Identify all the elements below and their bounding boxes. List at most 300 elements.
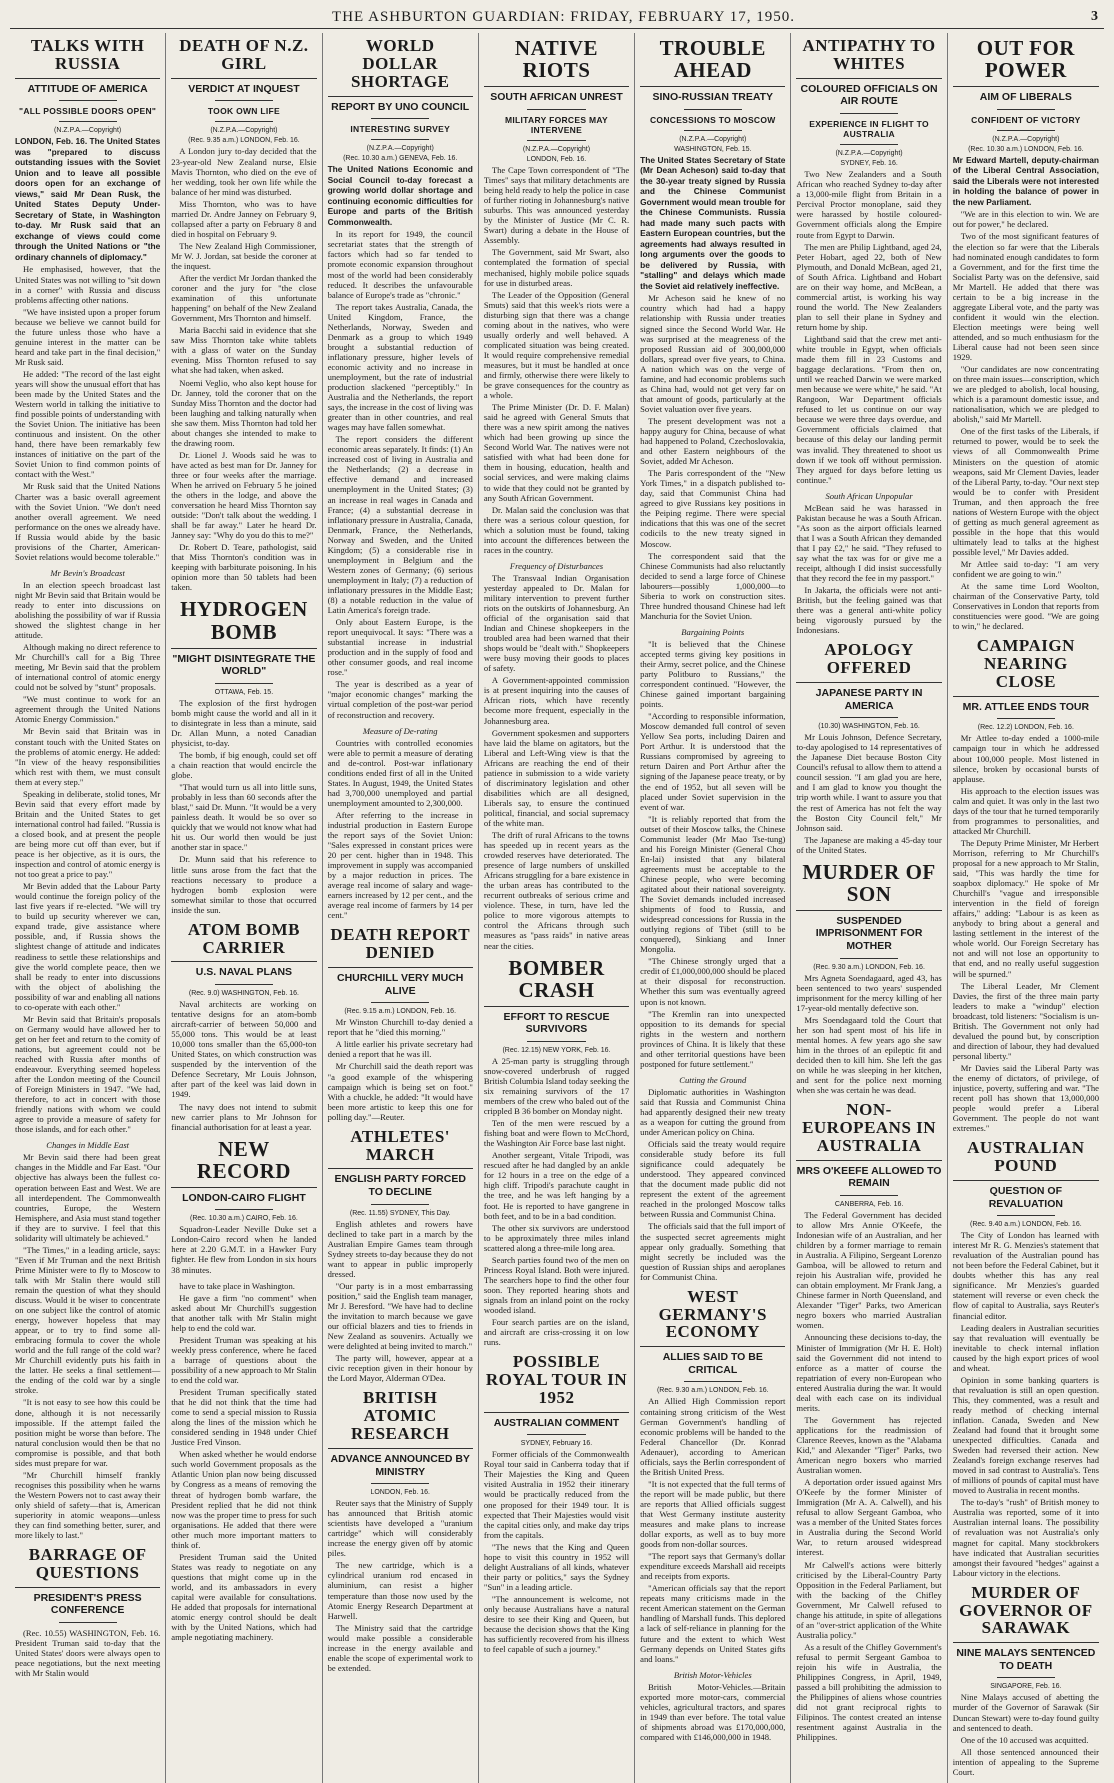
headline-block (953, 1584, 1099, 1644)
body-paragraph: Reuter says that the Ministry of Supply has announced that British atomic scientists have developed a "uranium cartridge" which will considerably increase the energy given off by atomic piles. (327, 1498, 473, 1559)
deck: "MIGHT DISINTEGRATE THE WORLD" (172, 652, 316, 678)
deck: ATTITUDE OF AMERICA (27, 82, 148, 95)
body-paragraph: At the same time Lord Woolton, chairman of the Conservative Party, told Conservatives in London that reports from constituencies were good. "We are going to win," he declared. (952, 581, 1100, 632)
body-paragraph: In its report for 1949, the council secretariat states that the strength of factors which had so far tended to promote economic expansion throughout most of the world had been considerably reduced. It describes the unfavourable balance of Europe's trade as "chronic." (327, 229, 473, 300)
body-paragraph: The navy does not intend to submit new carrier plans to Mr Johnson for financial authorisation for at least a year. (171, 1101, 317, 1132)
article (796, 861, 941, 1095)
column-1 (10, 33, 166, 1783)
deck: JAPANESE PARTY IN AMERICA (815, 687, 923, 712)
dateline: (Rec. 9.15 a.m.) LONDON, Feb. 16. (344, 1008, 457, 1016)
body-paragraph: Search parties found two of the men on Princess Royal Island. Both were injured. The searchers hope to find the other four soon. They reported hearing shots and signals from an inland point on the rocky wooded island. (483, 1254, 630, 1315)
body-paragraph: Dr. Malan said the conclusion was that there was a serious colour question, for which a solution must be found, taking into account the differences between the races in the country. (483, 504, 630, 555)
subdeck: MILITARY FORCES MAY INTERVENE (504, 114, 608, 135)
body-paragraph: Mrs Soendagaard told the Court that her son had spent most of his life in mental homes. A few years ago she saw him in the throes of an epileptic fit and decided then to kill him. She left the gas on while he was sleeping in her kitchen, and sent for the police next morning when she was certain he was dead. (796, 1014, 942, 1096)
dateline: OTTAWA, Feb. 15. (214, 688, 274, 696)
news-columns (10, 33, 1104, 1777)
headline: NEW RECORD (196, 1136, 291, 1183)
lede-paragraph: Mr Edward Martell, deputy-chairman of the Liberal Central Association, said the Liberals were not interested in holding the balance of power in the new Parliament. (952, 154, 1099, 207)
article (953, 637, 1099, 1133)
body-paragraph: Naval architects are working on tentative designs for an atom-bomb aircraft-carrier of between 50,000 and 55,000 tons. This would be at least 10,000 tons smaller than the 65,000-ton United States, on which construction was suspended by the intervention of the Defence Secretary, Mr Louis Johnson, after part of the keel was laid down in 1949. (171, 999, 317, 1100)
body-paragraph: Two of the most significant features of the election so far were that the Liberals had nominated enough candidates to form a Government, and for the first time the Socialist Party was on the defensive, said Mr Martell. He added that there was certain to be a big increase in the aggregate Liberal vote, and the party was confident it would win the election. Election meetings were being well attended, and so much enthusiasm for the Liberal cause had not been seen since 1929. (952, 231, 1099, 363)
deck: ADVANCE ANNOUNCED BY MINISTRY (330, 1452, 470, 1478)
body-paragraph: The Transvaal Indian Organisation yesterday appealed to Dr. Malan for military intervention to prevent further riots on the outskirts of Johannesburg. An official of the organisation said that Indian and Chinese shopkeepers in the troubled area had been warned that their shops would be "dealt with." Shopkeepers were busy moving their goods to places of safety. (483, 572, 630, 674)
article (328, 926, 473, 1121)
lede-paragraph: The United States Secretary of State (Mr Dean Acheson) said to-day that the 30-year treaty signed by Russia and the Chinese Communist Government would mean trouble for the Chinese Communists. Russia had made many such pacts with Eastern European countries, but the agreements had always resulted in long arguments over the goods to be delivered by Russia, with "stalling" and delays which made the Soviet aid relatively ineffective. (640, 154, 786, 291)
headline: APOLOGY OFFERED (824, 640, 914, 678)
body-paragraph: Leading dealers in Australian securities say that revaluation will eventually be inevitable to check internal inflation caused by the high export prices of wool and wheat. (952, 1322, 1099, 1373)
headline-block (953, 637, 1099, 697)
headline: CAMPAIGN NEARING CLOSE (976, 636, 1075, 691)
subhead: Mr Bevin's Broadcast (50, 567, 125, 578)
rule-divider (997, 718, 1056, 719)
body-paragraph: A Government-appointed commission is at present inquiring into the causes of African riots, which have recently become more frequent, especially in the Johannesburg area. (483, 675, 630, 726)
headline-block (953, 1139, 1099, 1181)
subhead: Frequency of Disturbances (509, 560, 604, 571)
body-paragraph: Mr Rusk said that the United Nations Charter was a basic overall agreement with the Soviet Union. "We don't need another overall agreement. We need performance on the ones we already have. If Russia would abide by the basic provisions of the Charter, American-Soviet relations would become tolerable." (15, 481, 161, 562)
body-paragraph: The bomb, if big enough, could set off a chain reaction that would encircle the globe. (171, 750, 317, 781)
article (171, 598, 316, 914)
body-paragraph: A 25-man party is struggling through snow-covered underbrush of rugged British Columbia Island today seeking the six remaining survivors of the 17 members of the crew who baled out of the crippled B 36 bomber on Monday night. (483, 1055, 630, 1117)
rule-divider (684, 1381, 742, 1382)
dateline: (Rec. 10.30 a.m.) LONDON, Feb. 16. (968, 145, 1084, 153)
body-paragraph: He gave a firm "no comment" when asked about Mr Churchill's suggestion that another talk with Mr Stalin might help to end the cold war. (171, 1292, 317, 1333)
body-paragraph: Lightband said that the crew met anti-white trouble in Egypt, when officials made them fill in 23 Customs and baggage declarations. "From then on, until we reached Darwin we were marked men because we were white," he said. "At Rangoon, War Department officials refused to let us continue on our way because we were three days overdue, and Government officials claimed that because of this delay our landing permit was invalid. They threatened to shoot us down if we took off without permission. They argued for days before letting us continue." (796, 334, 942, 485)
headline-block (796, 37, 941, 79)
rule-divider (59, 100, 117, 101)
article (953, 37, 1099, 631)
body-paragraph: Dr. Munn said that his reference to little suns arose from the fact that the reactions necessary to produce a hydrogen bomb explosion were somewhat similar to those that occurred inside the sun. (171, 854, 317, 915)
body-paragraph: "That would turn us all into little suns, probably in less than 60 seconds after the blast," said Dr. Munn. "It would be a very painless death. It would be so over so quickly that we would not know what had hit us. Our world then would be just another star in space." (171, 782, 317, 853)
article (640, 1670, 785, 1742)
body-paragraph: The report considers the different economic areas separately. It finds: (1) An increased cost of living in Australia and the Netherlands; (2) a decrease in effective demand and increased unemployment in the United States; (3) an increase in real wages in Canada and France; (4) a substantial decrease in inflationary pressure in Australia, Canada, Denmark, France, the Netherlands, Norway and Sweden, and the United Kingdom; (5) a considerable rise in unemployment in Belgium and the Western zones of Germany; (6) serious unemployment in Italy; (7) a reduction of inflationary pressures in the Middle East; (8) a notable reduction in the value of Latin America's foreign trade. (327, 434, 473, 616)
body-paragraph: The Ministry said that the cartridge would make possible a considerable increase in the energy available and enable the scope of experimental work to be extended. (327, 1622, 473, 1673)
deck: NINE MALAYS SENTENCED TO DEATH (956, 1647, 1096, 1672)
body-paragraph: "It is believed that the Chinese accepted terms giving key positions in their Army, secret police, and the Chinese party Politburo to Russians," the correspondent continued. "However, the Chinese gained important bargaining points. (640, 638, 786, 710)
deck: MRS O'KEEFE ALLOWED TO REMAIN (796, 1164, 942, 1190)
body-paragraph: "We have insisted upon a proper forum because we believe we cannot build for the future unless those who have a genuine interest in the matter can be heard and take part in the final decision," Mr Rusk said. (15, 306, 161, 367)
body-paragraph: Mr Calwell's actions were bitterly criticised by the Liberal-Country Party Opposition in the Federal Parliament, but with the backing of the Chifley Government, Mr Calwell refused to change his attitude, in spite of allegations of an "over-strict application of the White Australia policy." (796, 1559, 942, 1640)
body-paragraph: The to-day's "rush" of British money to Australia was reported, some of it into Australian internal loans. The possibility of revaluation was not Australia's only magnet for capital. Many stockbrokers have indicated that Australian securities amongst their favoured "hedges" against a Labour victory in the elections. (952, 1497, 1099, 1578)
headline-block (328, 926, 473, 968)
body-paragraph: "Our candidates are now concentrating on three main issues—conscription, which we are pledged to abolish, local housing, which is a paramount domestic issue, and nationalisation, which we are pledged to abolish," said Mr Martell. (952, 364, 1100, 425)
body-paragraph: The other six survivors are understood to be approximately three miles inland scattered along a three-mile long area. (483, 1222, 630, 1253)
body-paragraph: The report takes Australia, Canada, the United Kingdom, France, the Netherlands, Norway, Sweden and Denmark as a group to which 1949 brought a substantial reduction of inflationary pressure, higher levels of economic activity and no increase in unemployment, but the rate of industrial production slackened "perceptibly." In Australia and the Netherlands, the report says, the increase in the cost of living was greater than in other countries, and real wages may have fallen somewhat. (327, 301, 473, 433)
body-paragraph: "It is reliably reported that from the outset of their Moscow talks, the Chinese Communist leader (Mr Mao Tse-tung) and his Foreign Minister (General Chou En-lai) insisted that any bilateral agreements must be acceptable to the Chinese people, who were becoming agitated about their national sovereignty. The Soviet demands included increased shipments of food to Russia, and widespread concessions for Russia in the outlying regions of Tibet (still to be conquered), Sinkiang and Inner Mongolia. (640, 813, 786, 955)
body-paragraph: Speaking in deliberate, stolid tones, Mr Bevin said that every effort made by Britain and the United States to get international control had failed. "Russia is a closed book, and at present the people are being more cut off than ever, but if peace is her objective, as it is ours, the inspection and control of atomic energy is not too great a price to pay." (15, 788, 161, 880)
deck: CHURCHILL VERY MUCH ALIVE (337, 972, 464, 997)
article (15, 1546, 160, 1678)
body-paragraph: have to take place in Washington. (179, 1280, 295, 1291)
article (15, 37, 160, 562)
column-6 (791, 33, 947, 1783)
rule-divider (997, 109, 1056, 110)
credit-line: (N.Z.P.A.—Copyright) (992, 135, 1060, 143)
body-paragraph: A little earlier his private secretary had denied a report that he was ill. (327, 1039, 473, 1060)
rule-divider (59, 1622, 117, 1623)
body-paragraph: As a result of the Chifley Government's refusal to permit Sergeant Gamboa to rejoin his wife in Australia, the Philippines Congress, in April, 1949, passed a bill prohibiting the admission to the Philippines of aliens whose countries did not grant reciprocal rights to Filipinos. The contest created an intense resentment against Australia in the Philippines. (796, 1641, 942, 1743)
deck: LONDON-CAIRO FLIGHT (182, 1191, 306, 1204)
body-paragraph: Opinion in some banking quarters is that revaluation is still an open question. This, they commented, was a result and ready method of checking internal inflation. Canada, Sweden and New Zealand had found that it brought some unexpected difficulties. Canada and Sweden had reversed their action. New Zealand's foreign exchange reserves had moved in sad contrast to Australia's. Tens of millions of pounds of capital must have moved to Australia in recent months. (952, 1374, 1099, 1496)
headline-block (328, 1128, 473, 1170)
body-paragraph: Former officials of the Commonwealth Royal tour said in Canberra today that if Their Majesties the King and Queen visited Australia in 1952 their itinerary would be practically reduced from the one proposed for their 1949 tour. It is expected that Their Majesties would visit the capital cities only, and make day trips from the capitals. (483, 1449, 630, 1540)
article (796, 491, 941, 636)
deck: REPORT BY UNO COUNCIL (331, 100, 470, 113)
body-paragraph: The Prime Minister (Dr. D. F. Malan) said he agreed with General Smuts that there was a new spirit among the natives which had been growing up since the Second World War. The natives were not satisfied with what had been done for them in housing, education, health and social services, and were making claims to wide that they could not be granted by any South African Government. (483, 402, 630, 503)
page-number: 3 (1090, 9, 1098, 24)
body-paragraph: British Motor-Vehicles.—Britain exported more motor-cars, commercial vehicles, agricultural tractors, and spares in 1949 than ever before. The total value of shipments abroad was £170,000,000, compared with £146,000,000 in 1948. (640, 1681, 786, 1742)
lede-paragraph: The United Nations Economic and Social Council to-day forecast a growing world dollar shortage and continuing economic difficulties for Europe and parts of the British Commonwealth. (327, 164, 473, 227)
dateline: (Rec. 11.55) SYDNEY, This Day. (349, 1209, 451, 1217)
credit-line: (N.Z.P.A.—Copyright) (679, 135, 747, 143)
body-paragraph: "We must continue to work for an agreement through the United Nations Atomic Energy Commission." (15, 694, 161, 725)
body-paragraph: Mr Attlee said to-day: "I am very confident we are going to win." (952, 558, 1099, 580)
body-paragraph: Diplomatic authorities in Washington said that Russia and Communist China had apparently designed their new treaty as a weapon for cutting the ground from under American policy on China. (640, 1086, 786, 1138)
body-paragraph: "We are in this election to win. We are out for power," he declared. (952, 209, 1099, 230)
body-paragraph: Countries with controlled economies were able to permit a measure of derating and de-control. Post-war inflationary conditions ended first of all in the United States. In August, 1949, the United States had 3,700,000 unemployed and partial unemployment amounted to 2,300,000. (327, 737, 473, 808)
body-paragraph: Mr Churchill said the death report was "a good example of the whispering campaign which is being set on foot." With a chuckle, he added: "It would have been more artistic to keep this one for polling day."—Reuter. (327, 1061, 473, 1122)
body-paragraph: The men are Philip Lightband, aged 24, Peter Hobart, aged 22, both of New Plymouth, and Donald McBean, aged 21, of South Africa. Lightband and Hobart are on their way home, and McBean, a commercial artist, is working his way round the world. The New Zealanders plan to sell their plane in Sydney and return home by ship. (796, 241, 942, 332)
article (328, 1389, 473, 1673)
headline-block (15, 37, 160, 79)
body-paragraph: Officials said the treaty would require considerable study before its full significance could adequately be understood. They appeared convinced that the document made public did not represent the extent of the agreement reached in the prolonged Moscow talks between Russia and Communist China. (640, 1139, 786, 1220)
body-paragraph: President Truman said the United States was ready to negotiate on any questions that might come up in the world, and its ambassadors in every capital were available for consultations. He added that proposals for international atomic energy control should be dealt with by the United Nations, which had ample negotiating machinery. (171, 1551, 317, 1643)
column-5 (635, 33, 791, 1783)
rule-divider (527, 109, 585, 110)
body-paragraph: The Paris correspondent of the "New York Times," in a dispatch published to-day, said that Communist China had agreed to give Russians key positions in the Peiping regime. There were special indications that this was one of the secret codicils to the new treaty signed in Moscow. (640, 468, 786, 549)
body-paragraph: "It is not expected that the full terms of the report will be made public, but there are reports that Allied officials suggest that West Germany institute austerity measures and make plans to increase dollar exports, as well as to buy more goods from non-dollar sources. (640, 1478, 786, 1550)
dateline: SYDNEY, Feb. 16. (840, 160, 898, 168)
lede-paragraph: LONDON, Feb. 16. The United States was "prepared to discuss outstanding issues with the Soviet Union and to leave all possible doors open for an exchange of views," said Mr Dean Rusk, the United States Deputy Under-Secretary of State, in Washington to-day. Mr Rusk said that an exchange of views could come through the United Nations or "the ordinary channels of diplomacy." (15, 136, 161, 262)
deck: PRESIDENT'S PRESS CONFERENCE (33, 1591, 142, 1617)
body-paragraph: "The news that the King and Queen hope to visit this country in 1952 will delight Australians of all kinds, whatever their party or politics," says the Sydney "Sun" in a leading article. (483, 1541, 630, 1592)
rule-divider (840, 113, 898, 114)
rule-divider (59, 121, 117, 122)
rule-divider (215, 1209, 273, 1210)
article (484, 1353, 629, 1654)
dateline: WASHINGTON, Feb. 15. (674, 145, 752, 153)
rule-divider (371, 1483, 429, 1484)
rule-divider (371, 139, 429, 140)
body-paragraph: The City of London has learned with interest Mr R. G. Menzies's statement that revaluation of the Australian pound has not been before the Federal Cabinet, but it doubts whether this has any real significance. Mr Menzies's guarded statement will reverse or even check the flow of capital to Australia, says Reuter's financial editor. (952, 1230, 1099, 1321)
article (328, 726, 473, 921)
article (171, 37, 316, 592)
article (796, 641, 941, 854)
article (484, 561, 629, 951)
column-7 (948, 33, 1104, 1783)
body-paragraph: "Mr Churchill himself frankly recognises this possibility when he warns the Western Powers not to cast away their only shield of safety—that is, American superiority in atomic weapons—unless they can find something better, surer, and more likely to last." (15, 1469, 161, 1541)
rule-divider (840, 717, 898, 718)
dateline: SYDNEY, February 16. (520, 1440, 593, 1448)
body-paragraph: Mr Louis Johnson, Defence Secretary, to-day apologised to 14 representatives of the Japanese Diet because Boston City Council's refusal to allow them to attend a council session. "I am glad you are here, and I am glad to know you thought the trip worth while. I want to assure you that the rest of America has not felt the way the Boston City Council felt," Mr Johnson said. (796, 732, 942, 833)
credit-line: (N.Z.P.A.—Copyright) (54, 127, 122, 135)
article (171, 921, 316, 1132)
rule-divider (840, 1195, 898, 1196)
subdeck: "ALL POSSIBLE DOORS OPEN" (19, 106, 157, 117)
body-paragraph: "According to responsible information, Moscow demanded full control of seven Yellow Sea ports, including Dairen and Port Arthur. It is understood that the Russians compromised by agreeing to return Dairen and Port Arthur after the signing of the Japanese peace treaty, or by the end of 1952, but all seven will be placed under Soviet supervision in the event of war. (640, 711, 786, 812)
body-paragraph: In Jakarta, the officials were not anti-British, but the feeling gained was that there was a general anti-white policy being vigorously pursued by the Indonesians. (796, 585, 942, 636)
body-paragraph: Mr Acheson said he knew of no country which had had a happy relationship with Russia under treaties signed since the Second World War. He was surprised at the meagreness of the proposed Russian aid of 300,000,000 dollars, spread over five years, to China. A nation which was on the verge of famine, and had economic problems such as China had, would not get very far on that amount of goods, particularly at the Soviet valuation over five years. (640, 293, 786, 414)
deck: SOUTH AFRICAN UNREST (490, 91, 623, 104)
body-paragraph: Nine Malays accused of abetting the murder of the Governor of Sarawak (Sir Duncan Stewart) were to-day found guilty and sentenced to death. (952, 1692, 1099, 1733)
dateline: LONDON, Feb. 16. (370, 1489, 430, 1497)
subhead: South African Unpopular (825, 490, 913, 501)
rule-divider (371, 1002, 429, 1003)
headline-block (484, 957, 629, 1007)
article (171, 1281, 316, 1643)
article (640, 1288, 785, 1664)
subhead: Changes in Middle East (46, 1140, 130, 1151)
headline-block (484, 1353, 629, 1413)
headline: WORLD DOLLAR SHORTAGE (350, 36, 450, 91)
body-paragraph: A London jury to-day decided that the 23-year-old New Zealand nurse, Elsie Mavis Thornton, who died on the eve of her wedding, took her own life while the balance of her mind was disturbed. (171, 146, 317, 197)
rule-divider (527, 1041, 585, 1042)
rule-divider (997, 1677, 1056, 1678)
body-paragraph: One of the first tasks of the Liberals, if returned to power, would be to seek the views of all Commonwealth Prime Ministers on the question of atomic weapons, said Mr Clement Davies, leader of the Liberal Party, to-day. "Our next step would be to confer with President Truman, and then approach the free nations of Western Europe with the object of getting as much general agreement as possible in the hope that this would ultimately lead to talks at the highest possible level," Mr Davies added. (952, 426, 1099, 557)
body-paragraph: The officials said that the full import of the suspected secret agreements might appear only gradually. Something that might secretly be included was the question of Russian ships and aeroplanes for Communist China. (640, 1221, 786, 1282)
body-paragraph: The Government, said Mr Swart, also contemplated the formation of special mechanised, highly mobile police squads for use in disturbed areas. (483, 247, 630, 288)
rule-divider (997, 1215, 1056, 1216)
headline: OUT FOR POWER (976, 36, 1075, 83)
credit-line: (N.Z.P.A.—Copyright) (210, 127, 278, 135)
rule-divider (215, 100, 273, 101)
headline-block (953, 37, 1099, 87)
article (796, 1101, 941, 1742)
headline: BOMBER CRASH (508, 955, 605, 1002)
headline: MURDER OF SON (802, 859, 936, 906)
headline-block (796, 861, 941, 911)
rule-divider (840, 958, 898, 959)
headline-block (796, 641, 941, 683)
body-paragraph: Ten of the men were rescued by a fishing boat and were flown to McChord, the Washington Air Force base last night. (483, 1118, 630, 1149)
body-paragraph: Four search parties are on the island, and aircraft are criss-crossing it on low runs. (483, 1317, 630, 1348)
article (328, 37, 473, 720)
body-paragraph: Dr. Robert D. Teare, pathologist, said that Miss Thornton's condition was in keeping with barbiturate poisoning. In his opinion more than 50 tablets had been taken. (171, 542, 317, 593)
body-paragraph: "It is not easy to see how this could be done, although it is not necessarily impossible. If the attempt failed the position might be worse than before. The natural conclusion would then be that no compromise is possible, and that both sides must prepare for war. (15, 1397, 161, 1468)
deck: SUSPENDED IMPRISONMENT FOR MOTHER (815, 914, 923, 953)
headline: BARRAGE OF QUESTIONS (28, 1545, 147, 1582)
column-2 (166, 33, 322, 1783)
headline-block (796, 1101, 941, 1161)
headline-block (171, 1138, 316, 1188)
body-paragraph: Government spokesmen and supporters have laid the blame on agitators, but the Liberal and Left-Wing view is that the Africans are reaching the end of their patience in submission to a wide variety of discriminatory legislation and other disabilities which are all designed, Liberals say, to ensure the continued political, financial, and social supremacy of the white man. (483, 727, 630, 828)
body-paragraph: Mr Bevin added that the Labour Party would continue the foreign policy of the last five years if re-elected. "We will try to build up security wherever we can, expand trade, give assistance where possible, and, if Russia shows the slightest change of attitude and indicates readiness to settle these relationships and give the world complete peace, then we shall be ready to enter into discussions with the object of abolishing the possibility of war and enabling all nations to co-operate with each other." (15, 881, 161, 1012)
body-paragraph: The Deputy Prime Minister, Mr Herbert Morrison, referring to Mr Churchill's proposal for a new approach to Mr Stalin, said, "This was hardly the time for soapbox diplomacy." He spoke of Mr Churchill's "vague and irresponsible intervention in the field of foreign affairs," adding: "Labour is as keen as anybody to bring about a general and lasting settlement in the interest of the whole world. Our Foreign Secretary has not and will not lose an opportunity to that end, and no really useful suggestion will be spurned." (952, 837, 1099, 979)
body-paragraph: McBean said he was harassed in Pakistan because he was a South African. "As soon as the airport officials learned that I was a South African they demanded that I pay £2," he said. "They refused to say what the tax was for or give me a receipt, although I did insist successfully that they record the fee in my passport." (796, 502, 942, 584)
credit-line: (N.Z.P.A.—Copyright) (522, 146, 591, 154)
dateline: (Rec. 10.30 a.m.) CAIRO, Feb. 16. (190, 1215, 298, 1223)
body-paragraph: Mrs Agneta Soendagaard, aged 43, has been sentenced to two years' suspended imprisonment for the mercy killing of her 17-year-old mentally defective son. (796, 972, 942, 1013)
body-paragraph: The new cartridge, which is a cylindrical uranium rod encased in aluminium, can resist a higher temperature than those now used by the Atomic Energy Research Department at Harwell. (327, 1560, 473, 1621)
body-paragraph: Mr Attlee to-day ended a 1000-mile campaign tour in which he addressed about 100,000 people. Most listened in silence, broken by occasional bursts of applause. (952, 733, 1099, 784)
deck: AIM OF LIBERALS (979, 91, 1072, 104)
body-paragraph: "The Chinese strongly urged that a credit of £1,000,000,000 should be placed at their disposal for reconstruction. Whether this sum was eventually agreed upon is not known. (640, 956, 786, 1007)
headline-block (171, 921, 316, 963)
body-paragraph: The Japanese are making a 45-day tour of the United States. (796, 834, 942, 855)
headline: NON-EUROPEANS IN AUSTRALIA (802, 1100, 937, 1155)
body-paragraph: Mr Bevin said that Britain was in constant touch with the United States on the problems of atomic energy. He added: "In view of the heavy responsibilities which rest with them, we must consult them at every step." (15, 726, 161, 787)
rule-divider (997, 130, 1056, 131)
rule-divider (684, 130, 742, 131)
body-paragraph: The Federal Government has decided to allow Mrs Annie O'Keefe, the Indonesian wife of an Australian, and her children by a former marriage to remain in Australia. A Filipino, Sergeant Lorenzo Gamboa, will be allowed to return and rejoin his Australian wife, provided he can obtain employment. Mr Frank Jang, a Chinese farmer in North Queensland, and Alexander "Tiger" Parks, two American negro boxers who married Australian women. (796, 1209, 942, 1331)
body-paragraph: Mr Davies said the Liberal Party was the enemy of dictators, of privilege, of injustice, poverty, suffering and war. "The recent poll has shown that 13,000,000 people would prefer a Liberal Government. The people do not want extremes." (952, 1062, 1099, 1134)
dateline: (Rec. 9.30 a.m.) LONDON, Feb. 16. (656, 1387, 769, 1395)
headline: WEST GERMANY'S ECONOMY (658, 1286, 767, 1342)
subdeck: TOOK OWN LIFE (207, 106, 281, 117)
dateline: LONDON, Feb. 16. (526, 156, 587, 164)
body-paragraph: Only about Eastern Europe, is the report unequivocal. It says: "There was a substantial increase in industrial production and in the supply of food and other consumer goods, and real income rose." (327, 617, 473, 678)
body-paragraph: Two New Zealanders and a South African who reached Sydney to-day after a 13,000-mile flight from Britain in a Percival Proctor monoplane, said they were harassed by hostile coloured-Government officials along the Empire route from Egypt to Darwin. (796, 169, 942, 240)
body-paragraph: The Leader of the Opposition (General Smuts) said that this week's riots were a disturbing sign that there was a change coming about in the natives, who were usually orderly and well behaved. A complicated situation was being created. It would require comprehensive remedial measures, but it must be handled at once and firmly, otherwise there were likely to be grave consequences for the country as a whole. (483, 289, 630, 401)
rule-divider (527, 1434, 585, 1435)
article (953, 1584, 1099, 1777)
headline-block (171, 37, 316, 79)
dateline: CANBERRA, Feb. 16. (834, 1200, 904, 1208)
headline: ATHLETES' MARCH (350, 1126, 451, 1164)
body-paragraph: The party will, however, appear at a civic reception given in their honour by the Lord Mayor, Alderman O'Dea. (327, 1353, 473, 1384)
headline: HYDROGEN BOMB (180, 597, 308, 644)
headline: ATOM BOMB CARRIER (187, 919, 300, 957)
deck: EFFORT TO RESCUE SURVIVORS (503, 1010, 610, 1036)
body-paragraph: All those sentenced announced their intention of appealing to the Supreme Court. (952, 1746, 1099, 1777)
body-paragraph: The drift of rural Africans to the towns has speeded up in recent years as the crowded reserves have deteriorated. The presence of large numbers of unskilled Africans struggling for a bare existence in the urban areas has contributed to the recurrent outbreaks of serious crime and violence. These, in turn, have led the police to more vigorous attempts to control the Africans through such measures as "pass raids" in native areas near the cities. (483, 830, 630, 951)
headline: AUSTRALIAN POUND (967, 1138, 1085, 1176)
body-paragraph: "The announcement is welcome, not only because Australians have a natural desire to see their King and Queen, but because the decision shows that the King has sufficiently recovered from his illness to feel capable of such a journey." (483, 1593, 630, 1655)
dateline: (Rec. 10.30 a.m.) GENEVA, Feb. 16. (343, 155, 458, 163)
body-paragraph: When asked whether he would endorse such world Government proposals as the Atlantic Union plan now being discussed by Congress as a means of removing the threat of hydrogen bomb warfare, the President replied that he did not think now was the proper time to press for such organisations. He added that there were other much more important matters to think of. (171, 1449, 317, 1550)
headline-block (328, 1389, 473, 1449)
body-paragraph: "American officials say that the report repeats many criticisms made in the recent American statement on the German handling of Marshall funds. This deplored a lack of self-reliance in planning for the future and the extent to which West Germany depends on United States gifts and loans." (640, 1583, 786, 1664)
credit-line: (N.Z.P.A.—Copyright) (366, 145, 434, 153)
deck: QUESTION OF REVALUATION (988, 1184, 1063, 1210)
column-3 (323, 33, 479, 1783)
article (640, 1075, 785, 1282)
body-paragraph: The present development was not a happy augury for China, because of what had happened to Poland, Czechoslovakia, and other Eastern neighbours of the Soviet, added Mr Acheson. (640, 415, 786, 467)
body-paragraph: President Truman was speaking at his weekly press conference, where he faced a barrage of questions about the possibility of a new approach to Mr Stalin to end the cold war. (171, 1334, 317, 1385)
rule-divider (371, 1204, 429, 1205)
body-paragraph: Mr Winston Churchill to-day denied a report that he "died this morning." (327, 1017, 473, 1038)
body-paragraph: He added: "The record of the last eight years will show the unusual effort that has been made by the United States and the Western world in talking the initiative to find possible points of understanding with the Soviet Union. The initiative has been continuous and insistent. On the other hand, there have been remarkably few instances of initiative on the part of the Soviet Union to find common points of contact with the West." (15, 368, 161, 480)
dateline: (Rec. 9.0) WASHINGTON, Feb. 16. (188, 990, 299, 998)
rule-divider (215, 683, 273, 684)
article (15, 1140, 160, 1540)
masthead (10, 6, 1104, 29)
headline-block (640, 1288, 785, 1348)
article (640, 627, 785, 1069)
body-paragraph: His approach to the election issues was calm and quiet. It was only in the last two days of the tour that he turned temporarily from programmes to personalities, and attacked Mr Churchill. (952, 785, 1099, 836)
body-paragraph: Mr Bevin said that Britain's proposals on Germany would have allowed her to get on her feet and return to the comity of nations, but agreement could not be reached with Russia after months of endeavour. Everything seemed hopeless after the London meeting of the Council of Foreign Ministers in 1947. "We had, therefore, to act in concert with those friendly nations with whom we could agree to provide a measure of safety for those islands, and for each other." (15, 1013, 161, 1135)
body-paragraph: English athletes and rowers have declined to take part in a march by the Australian Empire Games team through Sydney streets to-day because they do not want to appear in public improperly dressed. (327, 1218, 473, 1279)
deck: VERDICT AT INQUEST (188, 82, 300, 95)
body-paragraph: The Government has rejected applications for the readmission of Clarence Reeves, known as the "Alabama Kid," and Alexander "Tiger" Parks, two American negro boxers who married Australian women. (796, 1414, 942, 1476)
body-paragraph: The Cape Town correspondent of "The Times" says that military detachments are being held ready to help the police in case of further rioting in Johannesburg's native suburbs. This was announced yesterday by the Minister of Justice (Mr C. R. Swart) during a debate in the House of Assembly. (483, 165, 630, 246)
headline: MURDER OF GOVERNOR OF SARAWAK (959, 1582, 1093, 1638)
body-paragraph: The correspondent said that the Chinese Communists had also reluctantly decided to send a large force of Chinese labourers—possibly 1,000,000—to Siberia to work on construction sites. Three hundred thousand Chinese had left Manchuria for the Soviet Union. (640, 550, 786, 621)
headline: ANTIPATHY TO WHITES (802, 36, 936, 73)
body-paragraph: Announcing these decisions to-day, the Minister of Immigration (Mr H. E. Holt) said the Government did not intend to enforce as a matter of course the repatriation of every non-European who entered Australia during the war. It would deal with each case on its individual merits. (796, 1332, 942, 1413)
body-paragraph: "The Times," in a leading article, says: "Even if Mr Truman and the next British Prime Minister were to fly to Moscow to talk with Mr Stalin there would still remain the question of what they should discuss. Would it be wiser to concentrate on one subject like the control of atomic energy, however hopeless that may appear, or to try to find some all-embracing formula to cover the whole world and the full range of the cold war? Mr Churchill evidently puts his faith in the latter. He seeks a final settlement—the ending of the cold war by a single stroke. (15, 1244, 161, 1396)
body-paragraph: Noemi Veglio, who also kept house for Dr. Janney, told the coroner that on the Sunday Miss Thornton and the doctor had been laughing and talking naturally when she saw them. Miss Thornton had told her about changes she intended to make to the drawing room. (171, 377, 317, 448)
body-paragraph: Dr. Lionel J. Woods said he was to have acted as best man for Dr. Janney for three or four weeks after the marriage. When he arrived on February 5 he joined the others in the lodge, and above the conversation he heard Miss Thornton say outside: "Don't talk about the wedding. I shall be far away." Later he heard Dr. Janney say: "Why do you do this to me?" (171, 449, 317, 541)
subhead: Cutting the Ground (679, 1074, 747, 1085)
body-paragraph: The explosion of the first hydrogen bomb might cause the world and all in it to disintegrate in less than a minute, said Dr. Allan Munn, a noted Canadian physicist, to-day. (171, 697, 317, 748)
body-paragraph: Mr Bevin said there had been great changes in the Middle and Far East. "Our objective has always been the fullest co-operation between East and West. We are all interdependent. The Commonwealth countries, Europe, the Western Hemisphere, and Asia must stand together if they are to survive. I feel that this solidarity will ultimately be achieved." (15, 1152, 161, 1243)
body-paragraph: An Allied High Commission report containing strong criticism of the West German Government's handling of economic problems will be handed to the Federal Chancellor (Dr. Konrad Adenauer), according to American officials, says the Berlin correspondent of the British United Press. (640, 1396, 786, 1477)
body-paragraph: He emphasised, however, that the United States was not willing to "sit down in a corner" with Russia and discuss problems affecting other nations. (15, 264, 161, 305)
dateline: (Rec. 9.30 a.m.) LONDON, Feb. 16. (813, 963, 925, 971)
article (953, 1139, 1099, 1577)
body-paragraph: Maria Bacchi said in evidence that she saw Miss Thornton take white tablets with a glass of water on the Sunday evening. Miss Thornton refused to say what she had taken, when asked. (171, 325, 317, 376)
body-paragraph: The year is described as a year of "major economic changes" marking the virtual completion of the post-war period of reconstruction and recovery. (327, 679, 473, 720)
deck: ENGLISH PARTY FORCED TO DECLINE (334, 1173, 466, 1199)
rule-divider (527, 140, 585, 141)
subhead: Measure of De-rating (362, 725, 438, 736)
body-paragraph: A deportation order issued against Mrs O'Keefe by the former Minister of Immigration (Mr A. A. Calwell), and his refusal to allow Sergeant Gamboa, who was a member of the United States forces in Australia during the Second World War, to return aroused widespread interest. (796, 1477, 942, 1558)
body-paragraph: (Rec. 10.55) WASHINGTON, Feb. 16. President Truman said to-day that the United States' doors were always open to peace negotiations, but the next meeting with Mr Stalin would (15, 1628, 161, 1679)
rule-divider (371, 118, 429, 119)
rule-divider (215, 121, 273, 122)
article (328, 1128, 473, 1384)
article (171, 1138, 316, 1275)
rule-divider (215, 984, 273, 985)
headline-block (328, 37, 473, 97)
headline: TROUBLE AHEAD (659, 36, 766, 83)
headline: DEATH REPORT DENIED (330, 925, 471, 963)
headline: DEATH OF N.Z. GIRL (179, 36, 309, 73)
body-paragraph: Another sergeant, Vitale Tripodi, was rescued after he had dangled by an ankle for 12 hours in a tree on the edge of a high cliff. Tripodi's parachute caught in the tree, and he was left hanging by a foot. He is reported to have gangrene in both feet, and to be in a bad condition. (483, 1150, 630, 1221)
subdeck: CONCESSIONS TO MOSCOW (649, 114, 776, 125)
body-paragraph: Squadron-Leader Neville Duke set a London-Cairo record when he landed here at 2.20 G.M.T. in a Hawker Fury fighter. He flew from London in six hours 38 minutes. (171, 1224, 317, 1275)
subdeck: EXPERIENCE IN FLIGHT TO AUSTRALIA (809, 118, 929, 140)
headline-block (15, 1546, 160, 1588)
deck: AUSTRALIAN COMMENT (493, 1416, 620, 1429)
deck: MR. ATTLEE ENDS TOUR (962, 700, 1090, 713)
subhead: British Motor-Vehicles (673, 1669, 752, 1680)
subdeck: CONFIDENT OF VICTORY (971, 114, 1081, 125)
deck: ALLIES SAID TO BE CRITICAL (662, 1351, 763, 1376)
headline-block (484, 37, 629, 87)
deck: SINO-RUSSIAN TREATY (652, 91, 774, 104)
headline: NATIVE RIOTS (514, 36, 599, 83)
dateline: (Rec. 12.2) LONDON, Feb. 16. (977, 724, 1074, 732)
column-4 (479, 33, 635, 1783)
subhead: Bargaining Points (681, 626, 745, 637)
headline: TALKS WITH RUSSIA (30, 36, 145, 73)
dateline: SINGAPORE, Feb. 16. (990, 1683, 1062, 1691)
body-paragraph: One of the 10 accused was acquitted. (960, 1734, 1089, 1745)
deck: U.S. NAVAL PLANS (195, 966, 293, 979)
body-paragraph: After the verdict Mr Jordan thanked the coroner and the jury for "the close examination of this unfortunate happening" on behalf of the New Zealand Government, Mrs Thornton and himself. (171, 273, 317, 324)
body-paragraph: Miss Thornton, who was to have married Dr. Andre Janney on February 9, collapsed after a party on February 8 and died in hospital on February 9. (171, 198, 317, 239)
body-paragraph: After referring to the increase in industrial production in Eastern Europe the report says of the Soviet Union: "Sales expressed in constant prices were 20 per cent. higher than in 1948. This improvement in supply was accompanied by a major reduction in prices. The average real income of salary and wage-earners increased by 12 per cent., and the average real income of farmers by 14 per cent." (327, 809, 473, 921)
deck: COLOURED OFFICIALS ON AIR ROUTE (800, 82, 938, 108)
credit-line: (N.Z.P.A.—Copyright) (835, 150, 903, 158)
body-paragraph: In an election speech broadcast last night Mr Bevin said that Britain would be ready to enter into discussions on abolishing the possibility of war if Russia showed the slightest change in her attitude. (15, 579, 161, 641)
rule-divider (684, 109, 742, 110)
dateline: (10.30) WASHINGTON, Feb. 16. (818, 723, 920, 731)
article (484, 37, 629, 555)
article (640, 37, 785, 621)
headline-block (171, 598, 316, 648)
body-paragraph: Although making no direct reference to Mr Churchill's call for a Big Three meeting, Mr Bevin said that the problem of international control of atomic energy could not be solved by "stunt" proposals. (15, 642, 161, 693)
body-paragraph: The Liberal Leader, Mr Clement Davies, the first of the three main party leaders to make a "windup" election broadcast, told listeners: "Socialism is un-British. The Government not only had devalued the pound but, by conscription and direction of labour, they had devalued personal liberty." (952, 980, 1099, 1061)
headline: BRITISH ATOMIC RESEARCH (350, 1388, 450, 1444)
body-paragraph: "The Kremlin ran into unexpected opposition to its demands for special rights in the western and northern provinces of China. It is likely that these and other territorial questions have been postponed for future settlement." (640, 1008, 786, 1069)
body-paragraph: "The report says that Germany's dollar expenditure exceeds Marshall aid receipts and receipts from exports. (640, 1551, 786, 1582)
subdeck: INTERESTING SURVEY (350, 124, 451, 135)
body-paragraph: The New Zealand High Commissioner, Mr W. J. Jordan, sat beside the coroner at the inquest. (171, 240, 317, 271)
dateline: (Rec. 12.15) NEW YORK, Feb. 16. (502, 1046, 611, 1054)
dateline: (Rec. 9.40 a.m.) LONDON, Feb. 16. (970, 1221, 1082, 1229)
